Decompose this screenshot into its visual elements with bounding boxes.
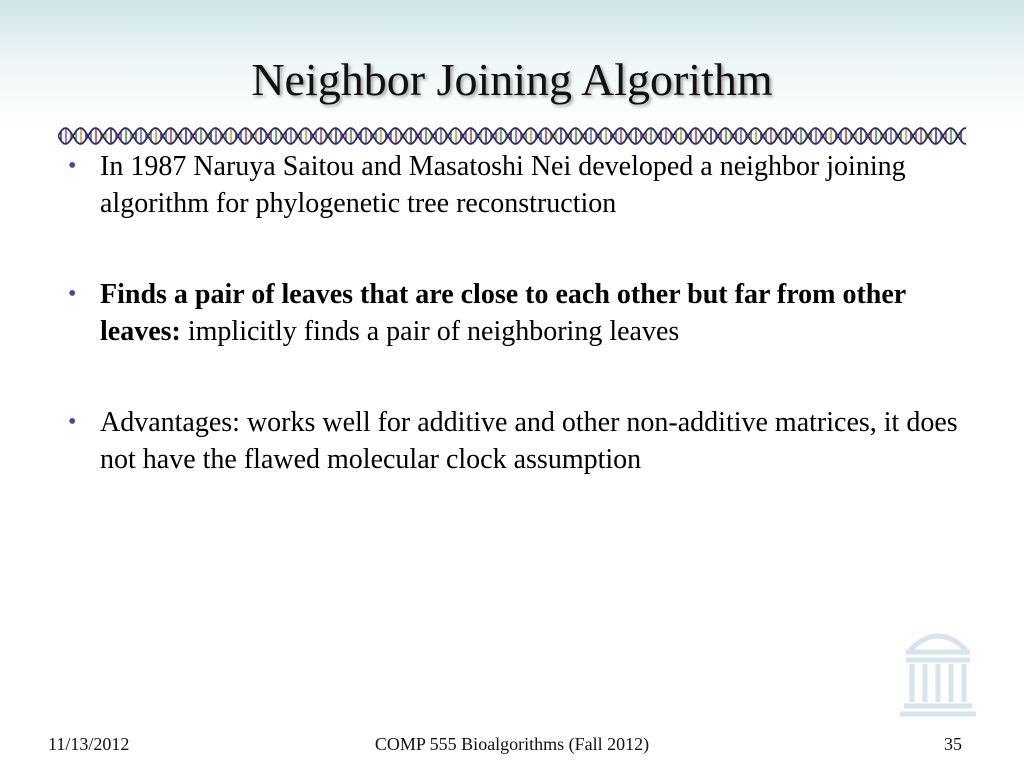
bullet-item [68, 276, 968, 350]
footer-course: COMP 555 Bioalgorithms (Fall 2012) [374, 734, 650, 754]
slide-number: 35 [944, 734, 962, 754]
bullet-text: implicitly finds a pair of neighboring leaves [180, 316, 680, 347]
dna-helix-divider [58, 124, 966, 148]
old-well-logo-icon [898, 620, 978, 720]
bullet-text: Advantages: works well for additive and other non-additive matrices, it does not have the flawed molecular clock assumption [100, 407, 958, 475]
bullet-item [68, 404, 968, 478]
slide-title: Neighbor Joining Algorithm [251, 54, 773, 105]
bullet-item [68, 148, 968, 222]
bullet-dot-icon: • [68, 409, 77, 435]
bullet-bold-text: Finds a pair of leaves that are close to each other but far from other leaves: [100, 279, 906, 347]
bullet-text: In 1987 Naruya Saitou and Masatoshi Nei developed a neighbor joining algorithm for phylogenetic tree reconstruction [100, 151, 906, 219]
bullet-list [68, 148, 968, 532]
bullet-dot-icon: • [68, 153, 77, 179]
bullet-dot-icon: • [68, 281, 77, 307]
footer-date: 11/13/2012 [48, 734, 130, 754]
